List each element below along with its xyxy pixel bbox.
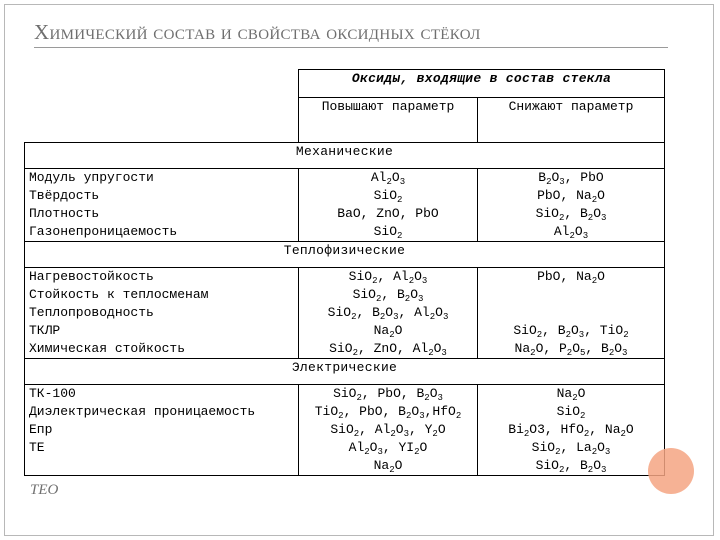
oxide-formula: $Na_2O$, $P_2O_5$, $B_2O_3$ — [514, 341, 628, 358]
header-lower: Снижают параметр — [478, 98, 665, 143]
param-label: ТК-100 — [29, 386, 76, 401]
section-thermal: Теплофизические — [25, 242, 665, 268]
oxide-formula: SiO$_2$ — [373, 224, 403, 241]
header-oxides: Оксиды, входящие в состав стекла — [299, 70, 665, 98]
header-blank-cell — [25, 70, 299, 143]
oxide-formula: SiO$_2$, $La_2O_3$ — [531, 440, 611, 457]
electrical-params — [25, 385, 299, 476]
oxide-formula: PbO, $Na_2O$ — [537, 269, 605, 286]
header-raise: Повышают параметр — [299, 98, 478, 143]
oxide-formula: SiO$_2$, $B_2O_3$, $Al_2O_3$ — [327, 305, 449, 322]
data-row-thermal — [25, 268, 665, 359]
te-glyph-overlay: TEO — [30, 482, 59, 498]
param-label: Епр — [29, 422, 53, 437]
spacer — [482, 286, 660, 322]
oxide-formula: SiO$_2$, $B_2O_3$ — [535, 206, 607, 223]
decorative-circle — [648, 448, 694, 494]
section-electrical: Электрические — [25, 359, 665, 385]
oxide-formula: SiO$_2$, $B_2O_3$, TiO$_2$ — [513, 323, 629, 340]
electrical-lower — [478, 385, 665, 476]
param-label: Плотность — [29, 206, 100, 221]
oxide-formula: SiO$_2$ — [373, 188, 403, 205]
param-label: Нагревостойкость — [29, 269, 154, 284]
oxide-formula: SiO$_2$, ZnO, $Al_2O_3$ — [329, 341, 447, 358]
thermal-params — [25, 268, 299, 359]
thermal-lower — [478, 268, 665, 359]
oxide-formula: $Al_2O_3$, $YI_2O$ — [348, 440, 428, 457]
oxide-formula: PbO, $Na_2O$ — [537, 188, 605, 205]
oxides-table — [24, 69, 665, 476]
param-label: Стойкость к теплосменам — [29, 287, 209, 302]
param-label: ТКЛР — [29, 323, 61, 338]
oxide-formula: TiO$_2$, PbO, $B_2O_3,HfO_2$ — [314, 404, 462, 421]
data-row-electrical — [25, 385, 665, 476]
param-label: Газонепроницаемость — [29, 224, 178, 239]
section-row-electrical — [25, 359, 665, 385]
mechanical-raise — [299, 169, 478, 242]
slide-title: Химический состав и свойства оксидных стёкол — [34, 20, 481, 44]
thermal-raise — [299, 268, 478, 359]
oxide-formula: $Al_2O_3$ — [370, 170, 406, 187]
oxide-formula: SiO$_2$, $B_2O_3$ — [535, 458, 607, 475]
oxide-formula: SiO$_2$, PbO, $B_2O_3$ — [333, 386, 443, 403]
oxide-formula: BaO, ZnO, PbO — [337, 206, 439, 221]
section-row-mechanical — [25, 143, 665, 169]
param-label: Диэлектрическая проницаемость — [29, 404, 256, 419]
param-label: Теплопроводность — [29, 305, 154, 320]
data-row-mechanical — [25, 169, 665, 242]
mechanical-params — [25, 169, 299, 242]
section-row-thermal — [25, 242, 665, 268]
oxide-formula: $Bi_2O3$, HfO$_2$, $Na_2O$ — [508, 422, 634, 439]
section-mechanical: Механические — [25, 143, 665, 169]
electrical-raise — [299, 385, 478, 476]
oxide-formula: $B_2O_3$, PbO — [538, 170, 604, 187]
oxide-formula: SiO$_2$ — [556, 404, 586, 421]
oxide-formula: $Na_2O$ — [373, 458, 403, 475]
param-label: Химическая стойкость — [29, 341, 186, 356]
oxide-formula: $Al_2O_3$ — [553, 224, 589, 241]
oxide-formula: $Na_2O$ — [373, 323, 403, 340]
header-row-main — [25, 70, 665, 98]
param-label: TE — [29, 440, 45, 455]
mechanical-lower — [478, 169, 665, 242]
param-label: Модуль упругости — [29, 170, 154, 185]
oxide-formula: SiO$_2$, $B_2O_3$ — [352, 287, 424, 304]
oxide-formula: SiO$_2$, $Al_2O_3$, $Y_2O$ — [330, 422, 446, 439]
param-label: Твёрдость — [29, 188, 100, 203]
title-divider — [34, 47, 668, 48]
oxide-formula: SiO$_2$, $Al_2O_3$ — [348, 269, 428, 286]
oxide-formula: $Na_2O$ — [556, 386, 586, 403]
